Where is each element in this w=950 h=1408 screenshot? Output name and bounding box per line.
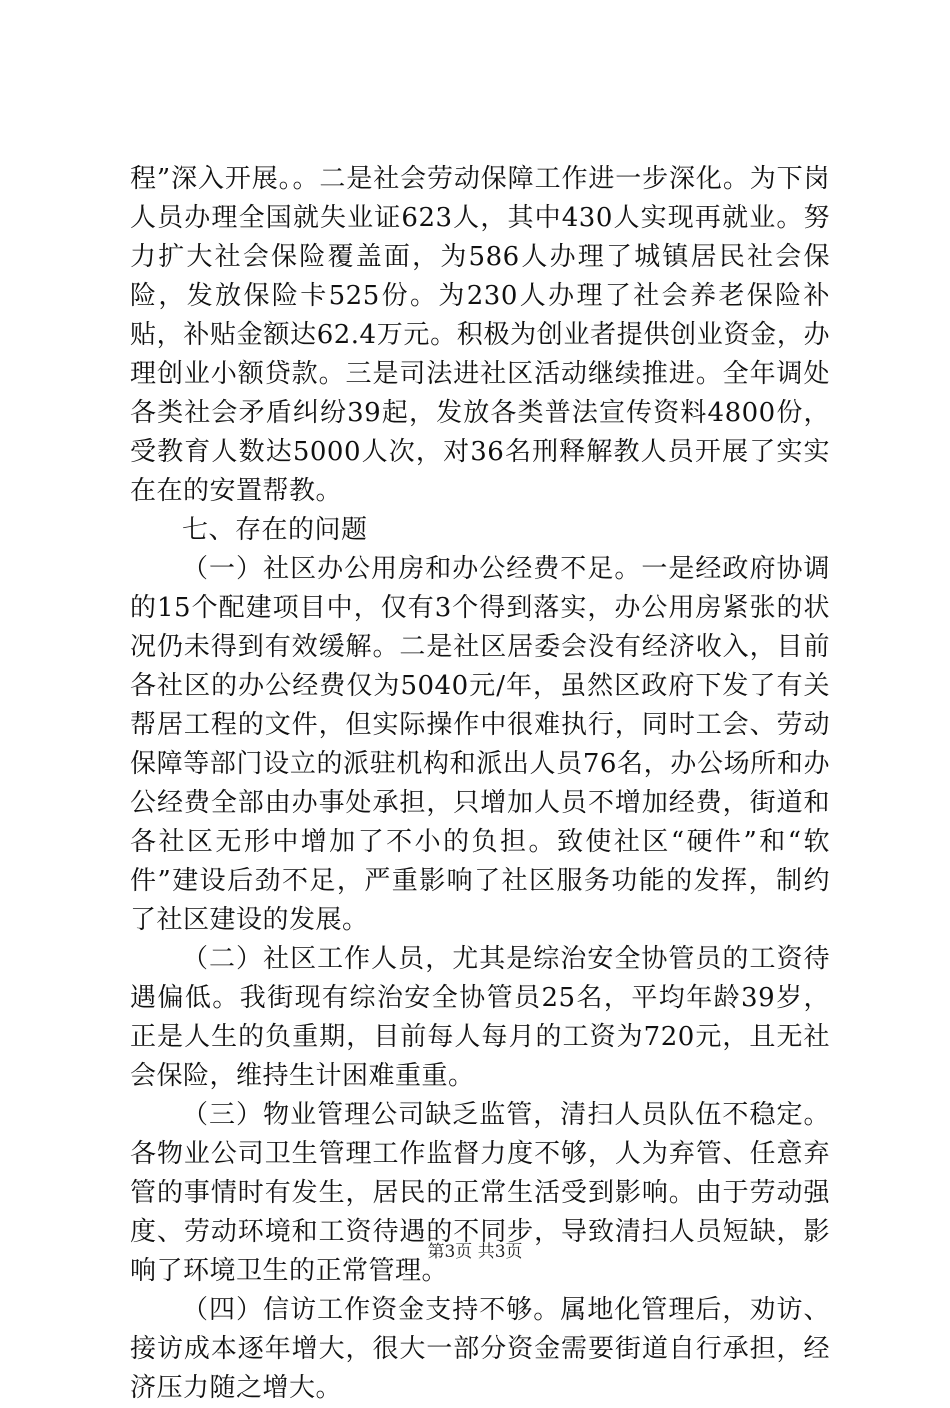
paragraph-issue-2: （二）社区工作人员，尤其是综治安全协管员的工资待遇偏低。我街现有综治安全协管员25名，平均年龄39岁，正是人生的负重期，目前每人每月的工资为720元，且无社会保险，维持生计困难重重。 <box>130 944 830 1091</box>
paragraph-issue-3: （三）物业管理公司缺乏监管，清扫人员队伍不稳定。各物业公司卫生管理工作监督力度不够，人为弃管、任意弃管的事情时有发生，居民的正常生活受到影响。由于劳动强度、劳动环境和工资待遇的不同步，导致清扫人员短缺，影响了环境卫生的正常管理。 <box>130 1100 830 1286</box>
page-footer: 第3页 共3页 <box>427 1242 523 1262</box>
section-heading: 七、存在的问题 <box>182 515 368 545</box>
paragraph-issue-1: （一）社区办公用房和办公经费不足。一是经政府协调的15个配建项目中，仅有3个得到落实，办公用房紧张的状况仍未得到有效缓解。二是社区居委会没有经济收入，目前各社区的办公经费仅为5040元/年，虽然区政府下发了有关帮居工程的文件，但实际操作中很难执行，同时工会、劳动保障等部门设立的派驻机构和派出人员76名，办公场所和办公经费全部由办事处承担，只增加人员不增加经费，街道和各社区无形中增加了不小的负担。致使社区“硬件”和“软件”建设后劲不足，严重影响了社区服务功能的发挥，制约了社区建设的发展。 <box>130 554 830 935</box>
paragraph-issue-4: （四）信访工作资金支持不够。属地化管理后，劝访、接访成本逐年增大，很大一部分资金需要街道自行承担，经济压力随之增大。 <box>130 1295 830 1403</box>
paragraph-continuation: 程”深入开展。。二是社会劳动保障工作进一步深化。为下岗人员办理全国就失业证623人，其中430人实现再就业。努力扩大社会保险覆盖面，为586人办理了城镇居民社会保险，发放保险卡525份。为230人办理了社会养老保险补贴，补贴金额达62.4万元。积极为创业者提供创业资金，办理创业小额贷款。三是司法进社区活动继续推进。全年调处各类社会矛盾纠纷39起，发放各类普法宣传资料4800份，受教育人数达5000人次，对36名刑释解教人员开展了实实在在的安置帮教。 <box>130 164 830 506</box>
document-body <box>130 160 830 1408</box>
